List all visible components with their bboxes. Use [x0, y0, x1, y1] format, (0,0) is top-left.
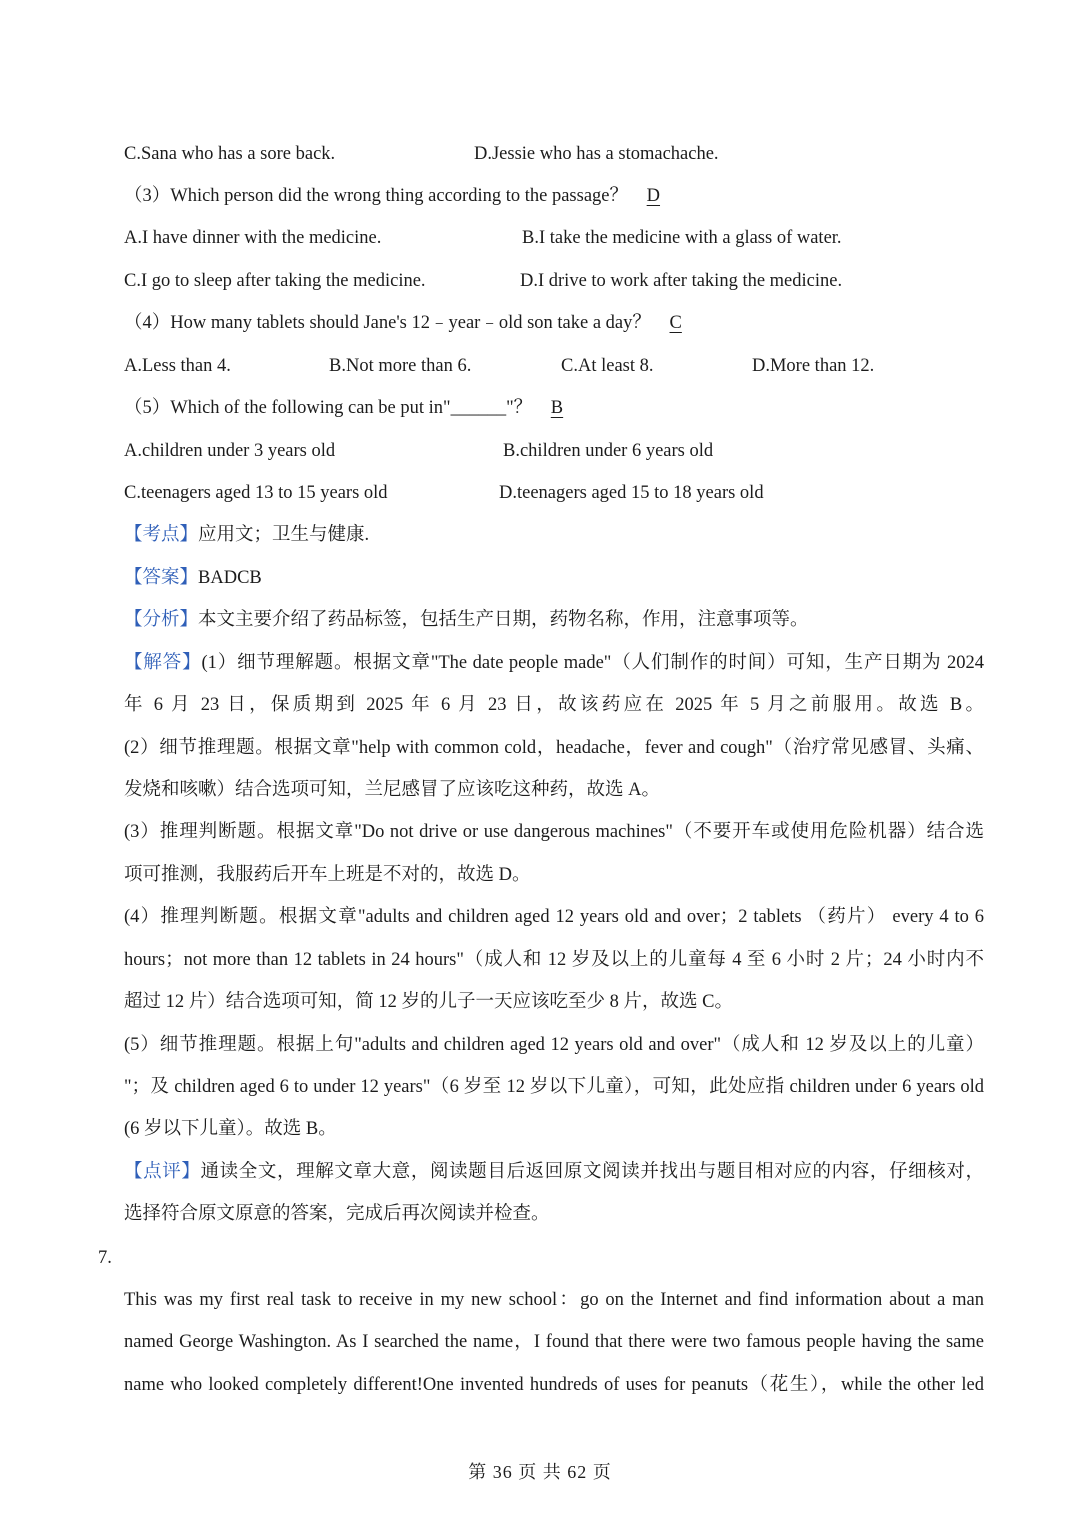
- q2-option-d: D.Jessie who has a stomachache.: [474, 144, 719, 164]
- q5-option-a: A.children under 3 years old: [124, 441, 336, 461]
- jieda-line-8: hours；not more than 12 tablets in 24 hours"（成人和 12 岁及以上的儿童每 4 至 6 小时 2 片；24 小时内不: [124, 950, 984, 970]
- q3-option-c: C.I go to sleep after taking the medicine.: [124, 271, 426, 291]
- fenxi-section: [124, 608, 809, 632]
- jieda-line-7: (4）推理判断题。根据文章"adults and children aged 12 years old and over；2 tablets （药片） every 4 to 6: [124, 907, 984, 927]
- q3-question: [124, 184, 674, 208]
- jieda-line-9: 超过 12 片）结合选项可知，简 12 岁的儿子一天应该吃至少 8 片，故选 C。: [124, 992, 733, 1012]
- dianping-line-2: 选择符合原文原意的答案，完成后再次阅读并检查。: [124, 1204, 550, 1224]
- q5-option-b: B.children under 6 years old: [503, 441, 714, 461]
- page-footer: 第 36 页 共 62 页: [468, 1462, 612, 1482]
- q4-option-d: D.More than 12.: [752, 356, 875, 376]
- jieda-line-4: 发烧和咳嗽）结合选项可知，兰尼感冒了应该吃这种药，故选 A。: [124, 780, 660, 800]
- fenxi-text: 本文主要介绍了药品标签，包括生产日期，药物名称，作用，注意事项等。: [198, 610, 809, 630]
- jieda-line-2: 年 6 月 23 日，保质期到 2025 年 6 月 23 日，故该药应在 2025 年 5 月之前服用。故选 B。: [124, 695, 984, 715]
- q4-option-b: B.Not more than 6.: [329, 356, 472, 376]
- q4-question: [124, 311, 696, 335]
- q4-option-a: A.Less than 4.: [124, 356, 231, 376]
- jieda-line-10: (5）细节推理题。根据上句"adults and children aged 12 years old and over"（成人和 12 岁及以上的儿童）: [124, 1035, 984, 1055]
- jieda-line-6: 项可推测，我服药后开车上班是不对的，故选 D。: [124, 865, 531, 885]
- kaodian-text: 应用文；卫生与健康.: [198, 525, 370, 545]
- daan-section: [124, 566, 262, 590]
- q3-option-d: D.I drive to work after taking the medicine.: [520, 271, 843, 291]
- q3-option-a: A.I have dinner with the medicine.: [124, 228, 382, 248]
- q4-answer: C: [669, 313, 682, 333]
- jieda-tag: 【解答】: [124, 653, 202, 673]
- q5-question-text: （5）Which of the following can be put in"______"？: [124, 398, 533, 418]
- jieda-line-12: (6 岁以下儿童）。故选 B。: [124, 1119, 337, 1139]
- dianping-text-1: 通读全文，理解文章大意，阅读题目后返回原文阅读并找出与题目相对应的内容，仔细核对，: [200, 1162, 984, 1182]
- jieda-line-1: [124, 651, 984, 675]
- q3-answer: D: [646, 186, 661, 206]
- dianping-line-1: [124, 1160, 984, 1184]
- q4-question-text: （4）How many tablets should Jane's 12﹣year﹣old son take a day？: [124, 313, 651, 333]
- q5-answer: B: [550, 398, 564, 418]
- daan-tag: 【答案】: [124, 568, 199, 588]
- q2-option-c: C.Sana who has a sore back.: [124, 144, 336, 164]
- jieda-text-1: (1）细节理解题。根据文章"The date people made"（人们制作的时间）可知，生产日期为 2024: [201, 653, 984, 673]
- jieda-line-3: (2）细节推理题。根据文章"help with common cold，headache，fever and cough"（治疗常见感冒、头痛、: [124, 738, 984, 758]
- q7-passage-line-1: This was my first real task to receive in my new school：go on the Internet and find information about a man: [124, 1290, 984, 1310]
- kaodian-section: [124, 523, 369, 547]
- q7-passage-line-3: name who looked completely different!One invented hundreds of uses for peanuts（花生），while the other led: [124, 1375, 984, 1395]
- q3-question-text: （3）Which person did the wrong thing according to the passage？: [124, 186, 629, 206]
- jieda-line-11: "；及 children aged 6 to under 12 years"（6 岁至 12 岁以下儿童），可知，此处应指 children under 6 years old: [124, 1077, 984, 1097]
- q4-option-c: C.At least 8.: [561, 356, 654, 376]
- question-7-number: 7.: [98, 1248, 112, 1268]
- jieda-line-5: (3）推理判断题。根据文章"Do not drive or use dangerous machines"（不要开车或使用危险机器）结合选: [124, 822, 984, 842]
- q5-option-d: D.teenagers aged 15 to 18 years old: [499, 483, 764, 503]
- q3-option-b: B.I take the medicine with a glass of water.: [522, 228, 842, 248]
- q5-option-c: C.teenagers aged 13 to 15 years old: [124, 483, 388, 503]
- daan-text: BADCB: [198, 568, 262, 588]
- kaodian-tag: 【考点】: [124, 525, 199, 545]
- dianping-tag: 【点评】: [124, 1162, 201, 1182]
- q7-passage-line-2: named George Washington. As I searched the name，I found that there were two famous people having the same: [124, 1332, 984, 1352]
- q5-question: [124, 396, 577, 420]
- fenxi-tag: 【分析】: [124, 610, 199, 630]
